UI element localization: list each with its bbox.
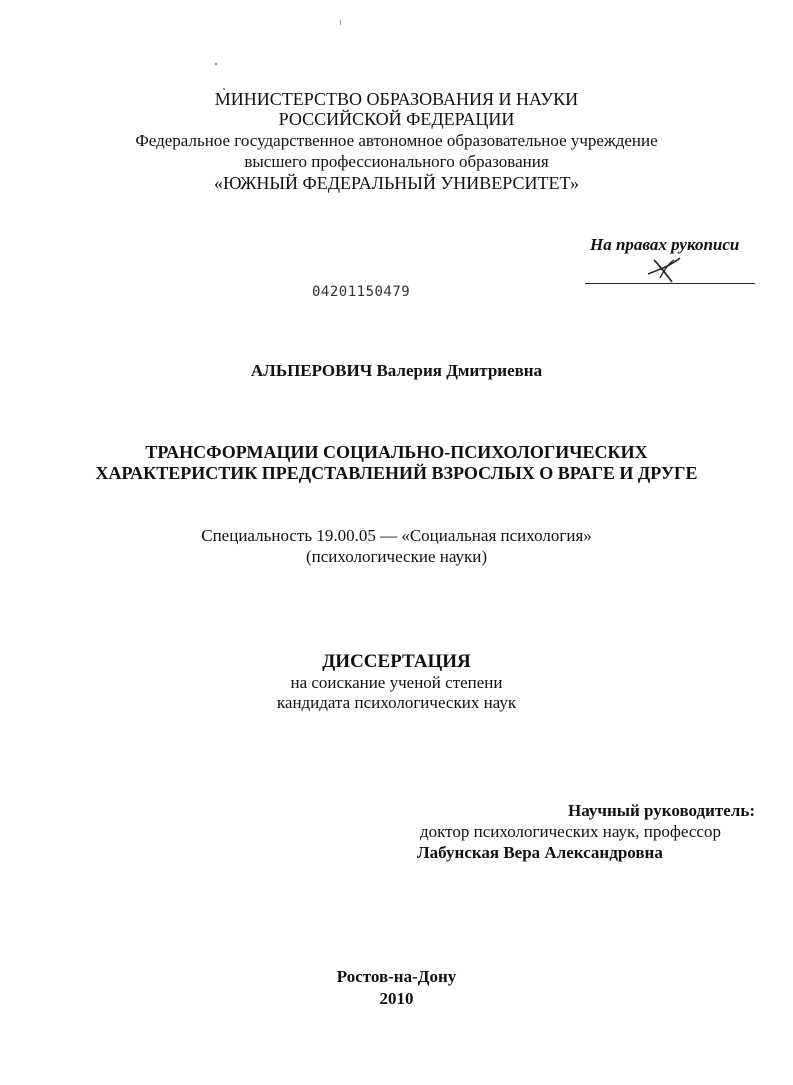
catalog-number: 04201150479 xyxy=(312,284,411,300)
supervisor-name: Лабунская Вера Александровна xyxy=(417,843,663,862)
title-line-2: ХАРАКТЕРИСТИК ПРЕДСТАВЛЕНИЙ ВЗРОСЛЫХ О ВРАГЕ И ДРУГЕ xyxy=(95,463,698,483)
specialty-line-1: Специальность 19.00.05 — «Социальная психология» xyxy=(201,526,592,545)
work-type-line-1: на соискание ученой степени xyxy=(290,673,503,692)
year: 2010 xyxy=(379,989,414,1008)
ministry-line-1: МИНИСТЕРСТВО ОБРАЗОВАНИЯ И НАУКИ xyxy=(214,89,579,109)
title-line-1: ТРАНСФОРМАЦИИ СОЦИАЛЬНО-ПСИХОЛОГИЧЕСКИХ xyxy=(145,442,648,462)
manuscript-note: На правах рукописи xyxy=(590,235,740,254)
scan-speck xyxy=(215,63,217,65)
city: Ростов-на-Дону xyxy=(336,967,457,986)
supervisor-label: Научный руководитель: xyxy=(568,801,755,820)
specialty-line-2: (психологические науки) xyxy=(305,547,488,566)
author-given-names: Валерия Дмитриевна xyxy=(376,361,543,380)
work-type-label: ДИССЕРТАЦИЯ xyxy=(322,651,471,672)
ministry-line-2: РОССИЙСКОЙ ФЕДЕРАЦИИ xyxy=(278,109,515,129)
supervisor-degree: доктор психологических наук, профессор xyxy=(420,822,721,841)
university-name: «ЮЖНЫЙ ФЕДЕРАЛЬНЫЙ УНИВЕРСИТЕТ» xyxy=(213,173,579,193)
work-type-line-2: кандидата психологических наук xyxy=(276,693,517,712)
signature-line xyxy=(585,283,755,284)
author-name xyxy=(0,360,793,382)
institution-line-1: Федеральное государственное автономное образовательное учреждение xyxy=(135,131,658,150)
author-surname: АЛЬПЕРОВИЧ xyxy=(250,361,373,380)
handwritten-signature xyxy=(640,252,690,286)
institution-line-2: высшего профессионального образования xyxy=(244,152,549,171)
scan-speck xyxy=(340,20,341,25)
